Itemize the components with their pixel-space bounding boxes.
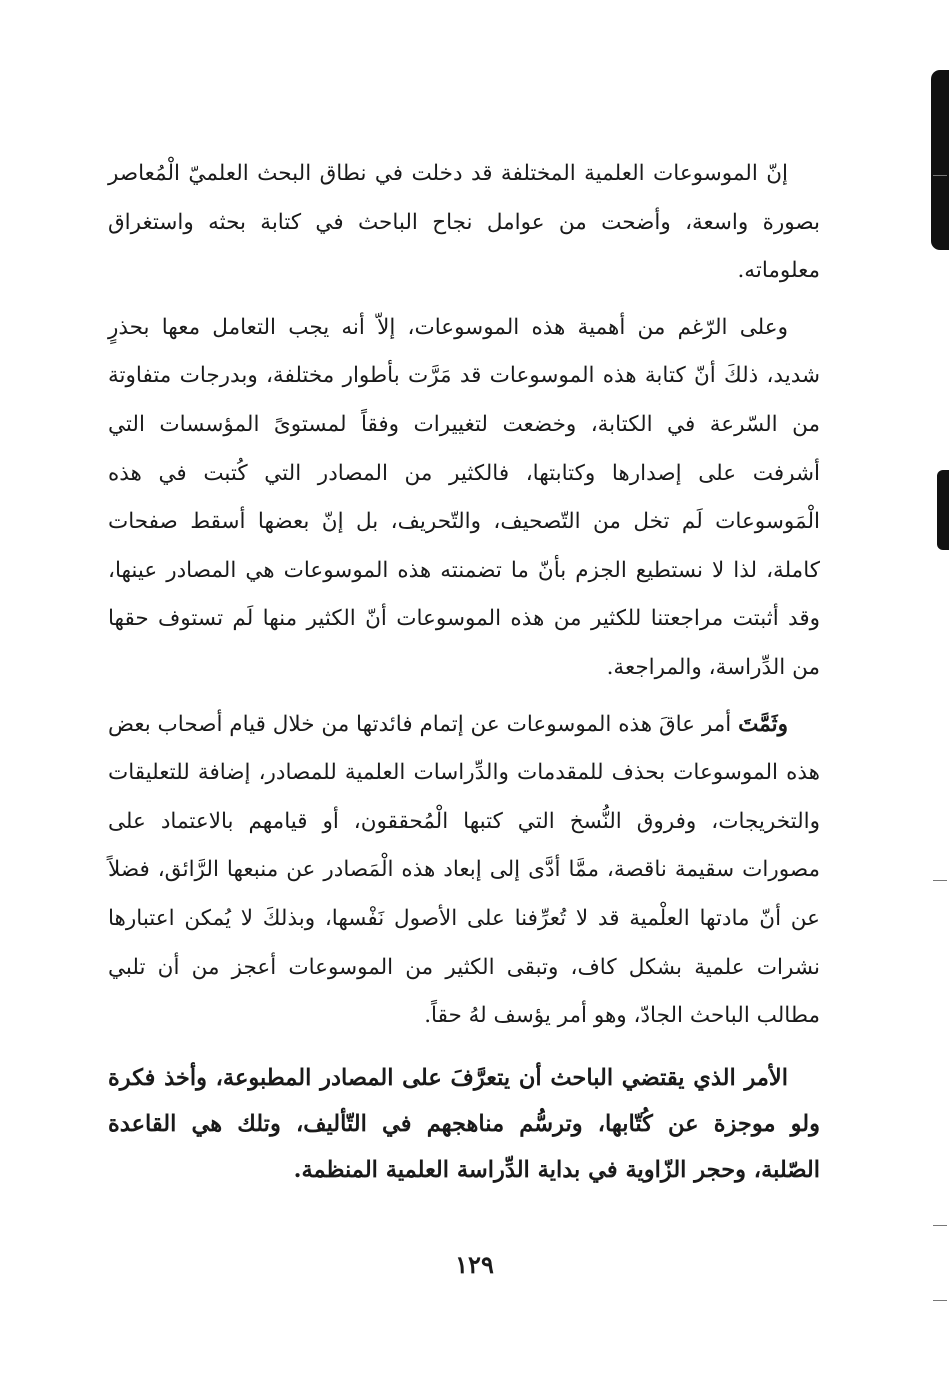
paragraph-3-body: أمر عاقَ هذه الموسوعات عن إتمام فائدتها من خلال قيام أصحاب بعض هذه الموسوعات بحذف للمقدمات والدِّراسات العلمية للمصادر، إضافة للتعليقات والتخريجات، وفروق النُّسخ التي كتبها الْمُحققون، أو قيامهم بالاعتماد على مصورات سقيمة ناقصة، ممَّا أدَّى إلى إبعاد هذه الْمَصادر عن منبعها الرَّائق، فضلاً عن أنّ مادتها العلْمية قد لا تُعرِّفنا على الأصول نَفْسها، وبذلكَ لا يُمكن اعتبارها نشرات علمية بشكل كاف، وتبقى الكثير من الموسوعات أعجز من أن تلبي مطالب الباحث الجادّ، وهو أمر يؤسف لهُ حقاً. — [108, 711, 820, 1029]
margin-tick — [933, 1300, 947, 1301]
margin-tick — [933, 1225, 947, 1226]
paragraph-3-lead: وثَمَّتَ — [738, 711, 788, 737]
scan-edge-mark — [931, 70, 949, 250]
page-number: ١٢٩ — [455, 1250, 494, 1279]
paragraph-4: الأمر الذي يقتضي الباحث أن يتعرَّفَ على المصادر المطبوعة، وأخذ فكرة ولو موجزة عن كُتّابها، وترسُّم مناهجهم في التّأليف، وتلك هي القاعدة الصّلبة، وحجر الزّاوية في بداية الدِّراسة العلمية المنظمة. — [108, 1064, 820, 1183]
scan-edge-mark — [937, 470, 949, 550]
paragraph-3 — [108, 701, 820, 1041]
paragraph-1: إنّ الموسوعات العلمية المختلفة قد دخلت في نطاق البحث العلميّ الْمُعاصر بصورة واسعة، وأضحت من عوامل نجاح الباحث في كتابة بحثه واستغراق معلوماته. — [108, 161, 820, 284]
margin-tick — [933, 175, 947, 176]
body-text — [108, 150, 820, 1193]
paragraph-2: وعلى الرّغم من أهمية هذه الموسوعات، إلاّ أنه يجب التعامل معها بحذرٍ شديد، ذلكَ أنّ كتابة هذه الموسوعات قد مَرَّت بأطوار مختلفة، وبدرجات متفاوتة من السّرعة في الكتابة، وخضعت لتغييرات وفقاً لمستوىً المؤسسات التي أشرفت على إصدارها وكتابتها، فالكثير من المصادر التي كُتبت في هذه الْمَوسوعات لَم تخل من التّصحيف، والتّحريف، بل إنّ بعضها أسقط صفحات كاملة، لذا لا نستطيع الجزم بأنّ ما تضمنته هذه الموسوعات هي المصادر عينها، وقد أثبتت مراجعتنا للكثير من هذه الموسوعات أنّ الكثير منها لَم تستوف حقها من الدِّراسة، والمراجعة. — [108, 314, 820, 680]
margin-tick — [933, 880, 947, 881]
